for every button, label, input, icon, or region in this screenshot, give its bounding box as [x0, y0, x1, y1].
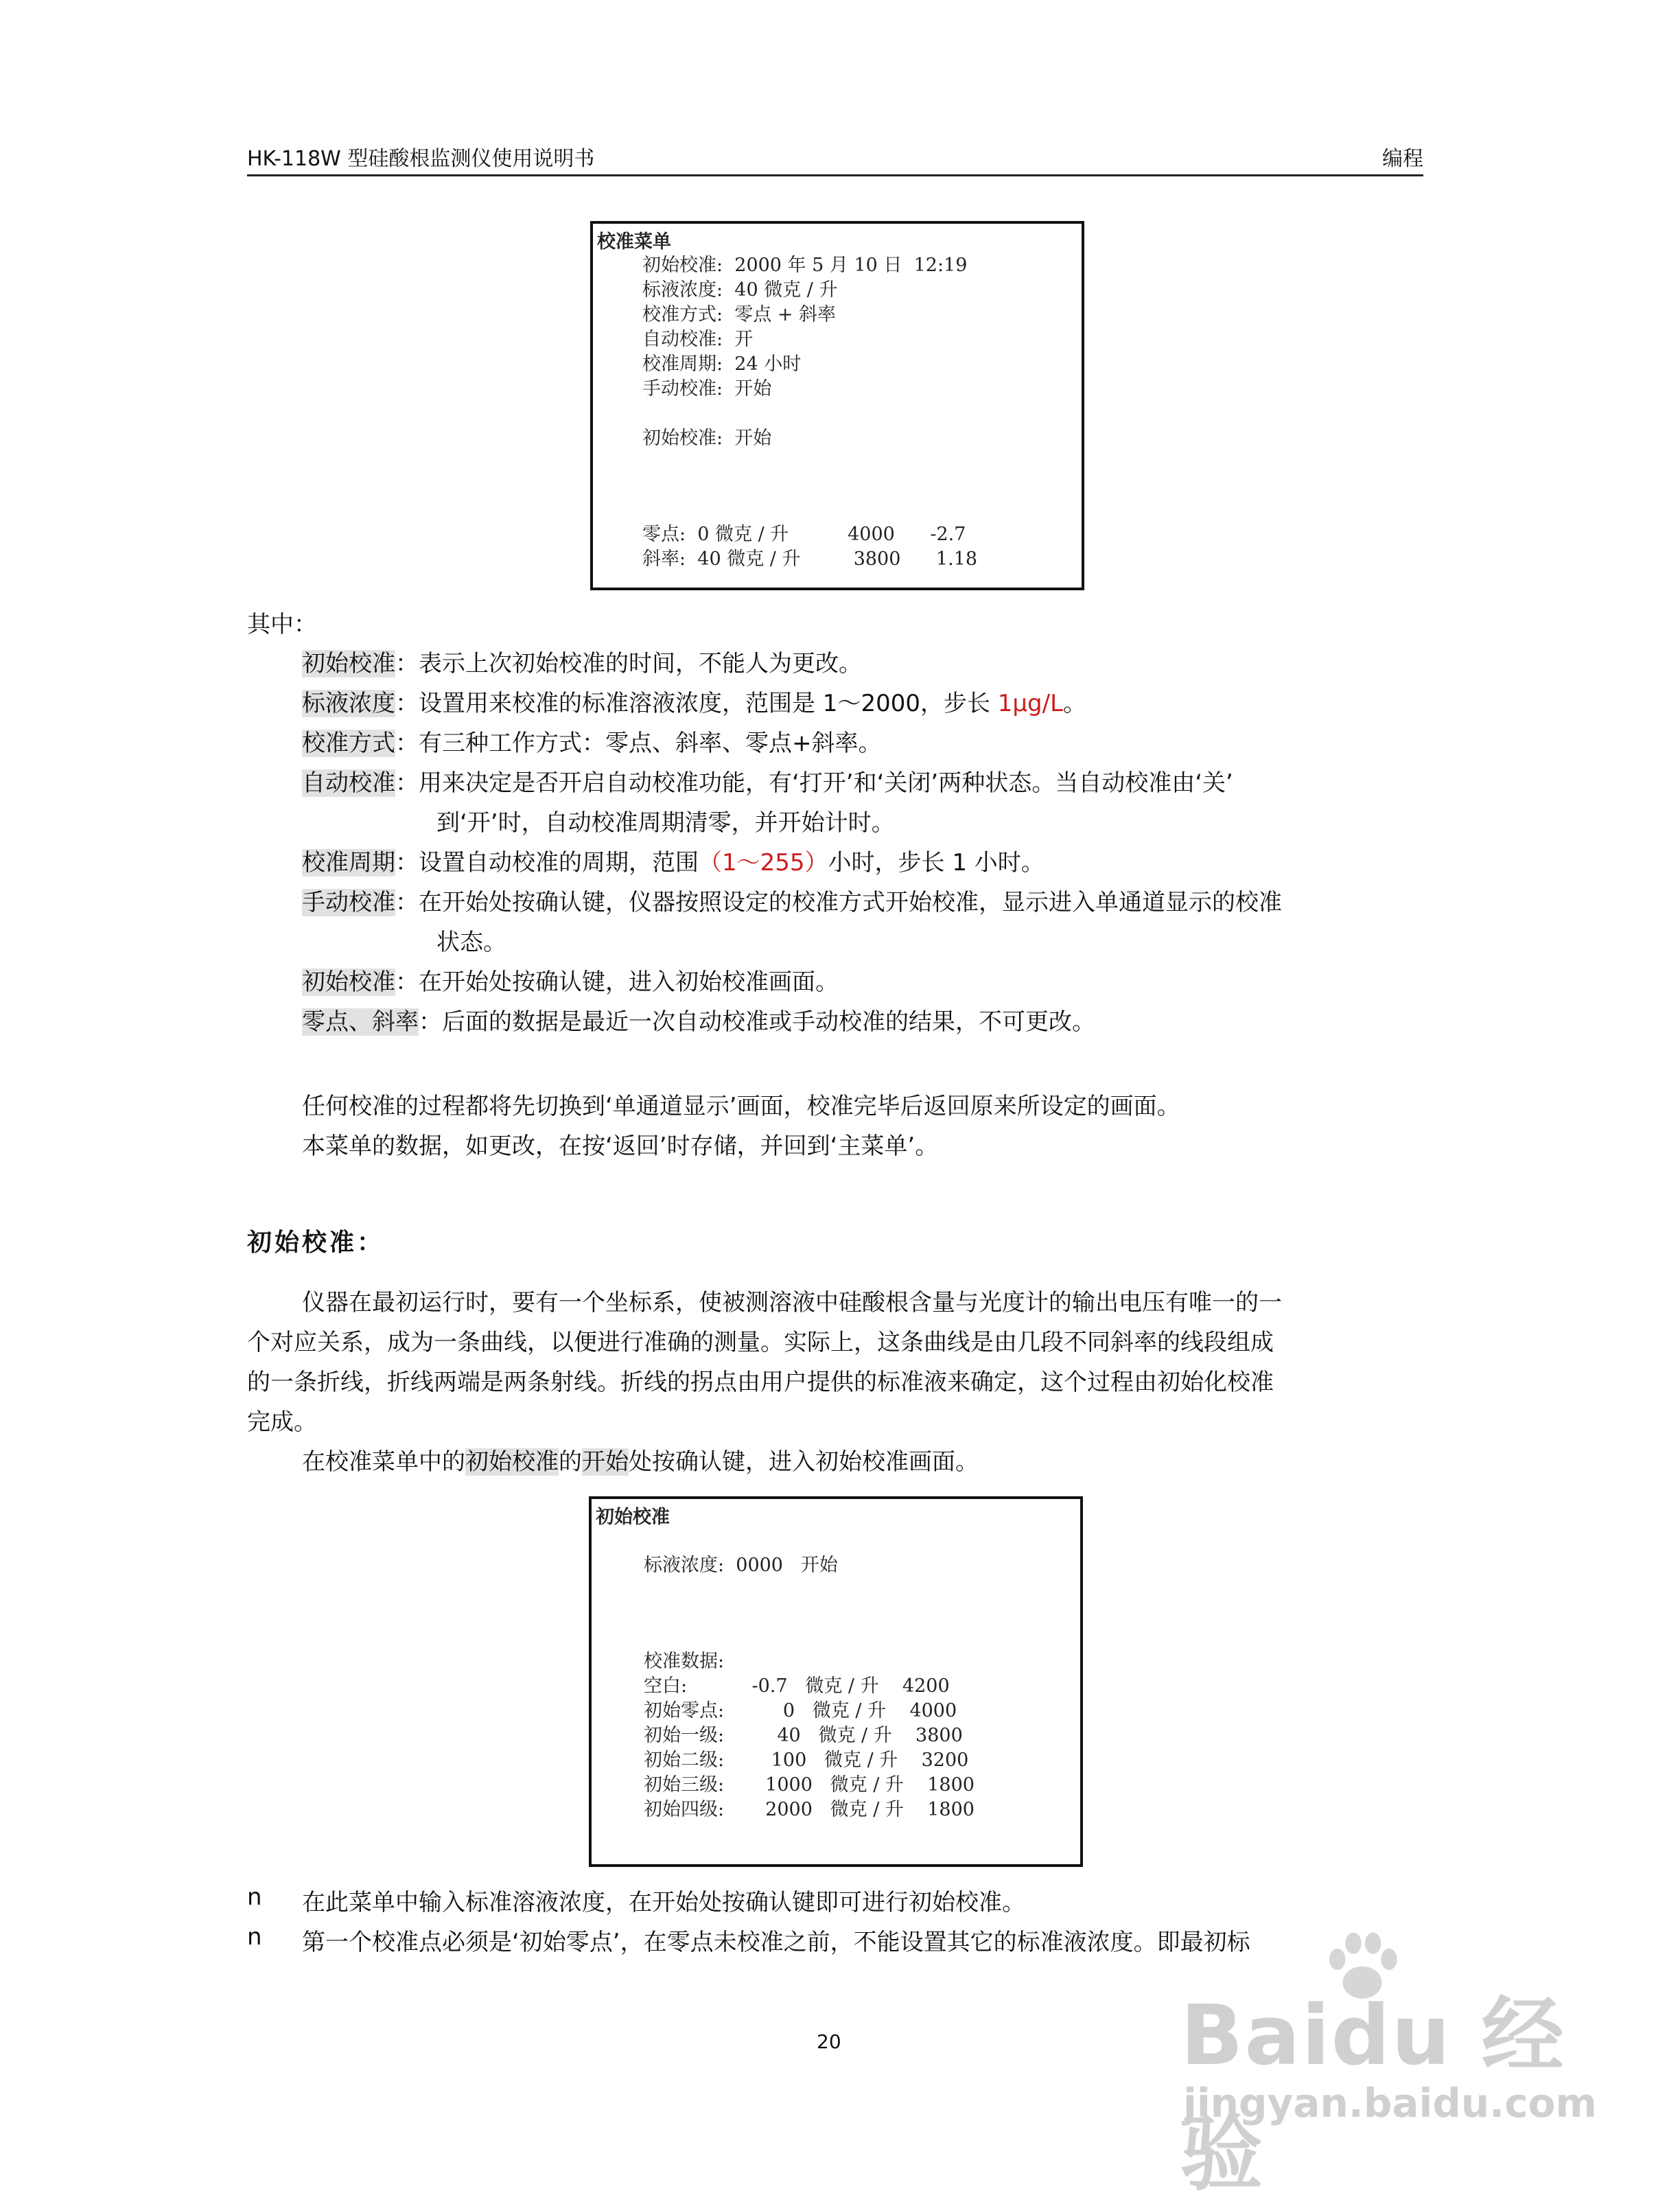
definition-sep: ：: [395, 730, 419, 757]
screen-line: 初始校准: 2000 年 5 月 10 日 12:19: [642, 255, 968, 276]
screen-line: 校准方式: 零点 + 斜率: [642, 304, 837, 325]
definition-sep: ：: [395, 650, 419, 677]
definition-item: [302, 962, 839, 1002]
definition-text: 状态。: [436, 929, 506, 956]
screen-line: 斜率: 40 微克 / 升 3800 1.18: [642, 548, 978, 570]
paragraph-line: 仪器在最初运行时，要有一个坐标系，使被测溶液中硅酸根含量与光度计的输出电压有唯一的一: [302, 1289, 1282, 1316]
screen-line: 标液浓度: 40 微克 / 升: [642, 279, 838, 301]
bullet-text: 在此菜单中输入标准溶液浓度，在开始处按确认键即可进行初始校准。: [302, 1889, 1025, 1916]
paragraph-line: 完成。: [247, 1408, 317, 1436]
initial-calibration-screen: [589, 1496, 1083, 1867]
definition-item: [302, 684, 1086, 723]
instruction-text: 处按确认键，进入初始校准画面。: [629, 1448, 979, 1476]
definition-red-text: （1～255）: [699, 849, 828, 876]
definition-sep: ：: [395, 849, 419, 876]
instruction-text: 的: [559, 1448, 582, 1476]
screen-line: 自动校准: 开: [642, 329, 754, 350]
definition-text: 有三种工作方式：零点、斜率、零点+斜率。: [419, 730, 882, 757]
screen-line: 校准数据:: [644, 1651, 725, 1672]
section-heading: 初始校准：: [247, 1229, 385, 1257]
screen-line: 初始四级: 2000 微克 / 升 1800: [644, 1799, 975, 1820]
calibration-menu-screen: [590, 221, 1084, 590]
definition-text: 设置用来校准的标准溶液浓度，范围是 1～2000，步长: [419, 690, 998, 717]
screen-line: 标液浓度: 0000 开始: [644, 1555, 838, 1576]
bullet-marker: n: [247, 1883, 262, 1911]
definition-text: 在开始处按确认键，进入初始校准画面。: [419, 968, 839, 996]
screen-title: 初始校准: [596, 1507, 670, 1528]
watermark-site: jingyan.baidu.com: [1183, 2080, 1597, 2126]
definition-term: 校准方式: [302, 730, 395, 757]
definition-item: [302, 644, 862, 684]
definition-sep: ：: [395, 769, 419, 797]
bullet-text: 第一个校准点必须是‘初始零点’，在零点未校准之前，不能设置其它的标准液浓度。即最初标: [302, 1929, 1250, 1956]
definition-sep: ：: [395, 889, 419, 916]
definition-term: 初始校准: [302, 650, 395, 677]
baidu-watermark: [1180, 1922, 1606, 2202]
screen-line: 零点: 0 微克 / 升 4000 -2.7: [642, 524, 966, 545]
definition-term: 标液浓度: [302, 690, 395, 717]
definition-item: [302, 843, 1045, 883]
intro-text: 其中：: [247, 611, 317, 638]
page-number: 20: [817, 2030, 841, 2053]
instruction-line: [302, 1443, 979, 1476]
instruction-text: 在校准菜单中的: [302, 1448, 465, 1476]
screen-line: 空白: -0.7 微克 / 升 4200: [644, 1675, 950, 1697]
watermark-brand: Baidu 经验: [1180, 1988, 1565, 2202]
definition-term: 自动校准: [302, 769, 395, 797]
definition-text: 用来决定是否开启自动校准功能，有‘打开’和‘关闭’两种状态。当自动校准由‘关’: [419, 769, 1233, 797]
screen-line: 初始一级: 40 微克 / 升 3800: [644, 1725, 963, 1746]
instruction-highlight: 开始: [582, 1448, 629, 1476]
screen-line: 初始三级: 1000 微克 / 升 1800: [644, 1774, 975, 1796]
section-name: 编程: [1382, 147, 1423, 171]
instruction-highlight: 初始校准: [465, 1448, 559, 1476]
definition-sep: ：: [395, 690, 419, 717]
definition-text: 后面的数据是最近一次自动校准或手动校准的结果，不可更改。: [442, 1008, 1095, 1036]
definition-item: [302, 883, 1282, 922]
definition-text: 小时，步长 1 小时。: [828, 849, 1045, 876]
definition-term: 初始校准: [302, 968, 395, 996]
note-line: 本菜单的数据，如更改，在按‘返回’时存储，并回到‘主菜单’。: [302, 1133, 939, 1160]
definition-text: 表示上次初始校准的时间，不能人为更改。: [419, 650, 862, 677]
definition-red-text: 1μg/L: [997, 690, 1064, 717]
screen-line: 校准周期: 24 小时: [642, 353, 802, 375]
definition-text: 到‘开’时，自动校准周期清零，并开始计时。: [436, 809, 895, 837]
screen-line: 初始校准: 开始: [642, 428, 772, 449]
note-line: 任何校准的过程都将先切换到‘单通道显示’画面，校准完毕后返回原来所设定的画面。: [302, 1093, 1180, 1120]
definition-continuation: [436, 803, 895, 843]
definition-item: [302, 1002, 1095, 1042]
definition-item: [302, 763, 1233, 803]
definition-text: 在开始处按确认键，仪器按照设定的校准方式开始校准，显示进入单通道显示的校准: [419, 889, 1282, 916]
bullet-item: [247, 1883, 1414, 1918]
paragraph-line: 的一条折线，折线两端是两条射线。折线的拐点由用户提供的标准液来确定，这个过程由初始化校准: [247, 1369, 1274, 1396]
definition-term: 手动校准: [302, 889, 395, 916]
definition-term: 零点、斜率: [302, 1008, 419, 1036]
manual-title: HK-118W 型硅酸根监测仪使用说明书: [247, 147, 595, 171]
page-header: [247, 136, 1423, 176]
definition-text: 设置自动校准的周期，范围: [419, 849, 699, 876]
paragraph-line: 个对应关系，成为一条曲线，以便进行准确的测量。实际上，这条曲线是由几段不同斜率的线段组成: [247, 1329, 1274, 1356]
screen-line: 初始二级: 100 微克 / 升 3200: [644, 1750, 969, 1771]
screen-line: 手动校准: 开始: [642, 378, 772, 399]
bullet-marker: n: [247, 1923, 262, 1951]
definition-term: 校准周期: [302, 849, 395, 876]
definition-text: 。: [1063, 690, 1087, 717]
definition-sep: ：: [395, 968, 419, 996]
screen-line: 初始零点: 0 微克 / 升 4000: [644, 1700, 957, 1721]
screen-title: 校准菜单: [597, 231, 671, 253]
definition-item: [302, 723, 882, 763]
definition-sep: ：: [419, 1008, 442, 1036]
definition-continuation: [436, 922, 506, 962]
